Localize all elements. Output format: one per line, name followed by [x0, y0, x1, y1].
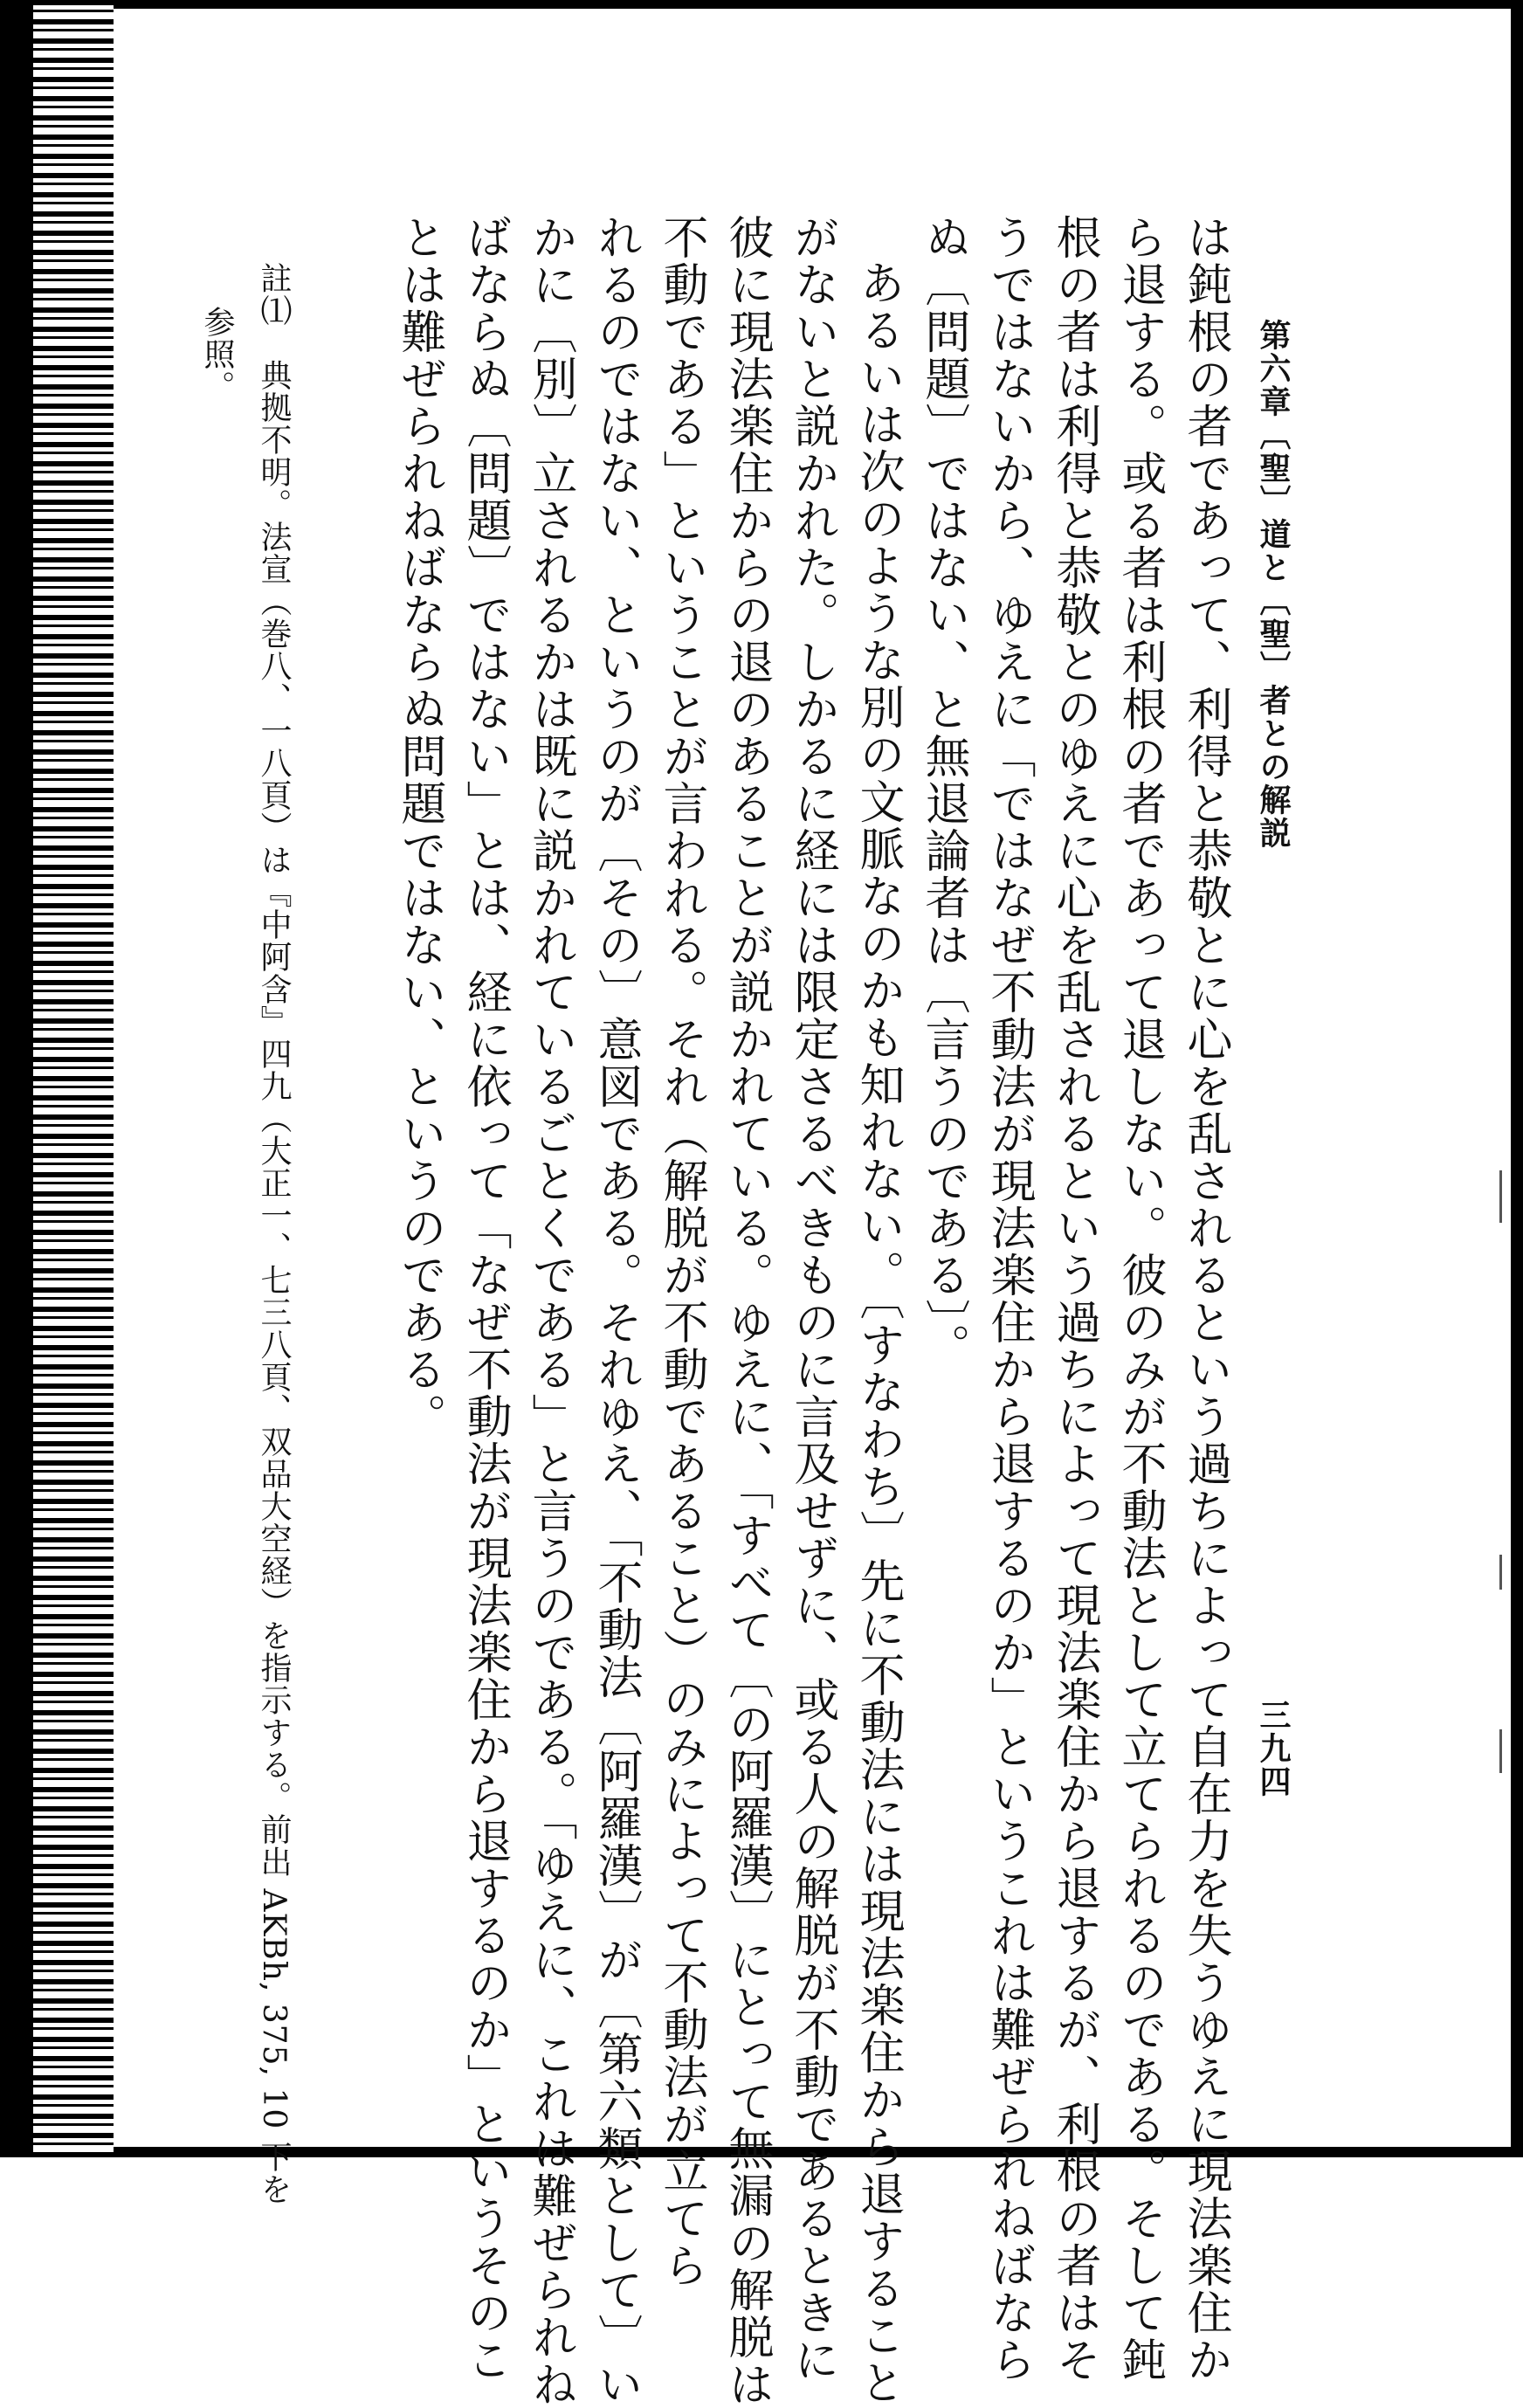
body-line: あるいは次のような別の文脈なのかも知れない。〔すなわち〕先に不動法には現法楽住から退すること	[851, 259, 904, 2406]
scan-speck	[1499, 1729, 1502, 1773]
body-line: うではないから、ゆえに「ではなぜ不動法が現法楽住から退するのか」というこれは難ぜられねばなら	[982, 214, 1035, 2384]
body-line: とは難ぜられねばならぬ問題ではない、というのである。	[393, 214, 445, 1440]
body-line: れるのではない、というのが〔その〕意図である。それゆえ、「不動法〔阿羅漢〕が〔第六類として〕い	[589, 214, 642, 2408]
body-line: 不動である」ということが言われる。それ（解脱が不動であること）のみによって不動法が立てら	[655, 214, 707, 2289]
running-header: 第六章〔聖〕道と〔聖〕者との解説	[1255, 319, 1292, 850]
scan-speck	[1499, 1170, 1502, 1223]
footnote-line: 参照。	[199, 306, 235, 403]
body-line: 彼に現法楽住からの退のあることが説かれている。ゆえに、「すべて〔の阿羅漢〕にとって無漏の解脱は	[720, 214, 773, 2408]
footnote-line: 註⑴ 典拠不明。法宣（巻八、一八頁）は『中阿含』四九（大正一、七三八頁、双品大空経）を指示する。前出 AKBh, 375, 10 下を	[256, 262, 292, 2205]
page-number: 三九四	[1255, 1699, 1292, 1798]
scan-binding-edge	[0, 0, 114, 2157]
scan-right-edge	[1511, 0, 1523, 2157]
body-line: かに〔別〕立されるかは既に説かれているごとくである」と言うのである。「ゆえに、これは難ぜられね	[524, 214, 576, 2408]
body-line: ら退する。或る者は利根の者であって退しない。彼のみが不動法として立てられるのである。そして鈍	[1113, 214, 1166, 2384]
scan-top-edge	[114, 0, 1523, 9]
body-line: は鈍根の者であって、利得と恭敬とに心を乱されるという過ちによって自在力を失うゆえに現法楽住か	[1179, 214, 1231, 2384]
scan-speck	[1499, 1555, 1502, 1590]
body-line: ぬ〔問題〕ではない、と無退論者は〔言うのである〕。	[917, 214, 969, 1370]
body-line: がないと説かれた。しかるに経には限定さるべきものに言及せずに、或る人の解脱が不動であるときに	[786, 214, 838, 2384]
body-line: ばならぬ〔問題〕ではない」とは、経に依って「なぜ不動法が現法楽住から退するのか」というそのこ	[458, 214, 511, 2384]
body-line: 根の者は利得と恭敬とのゆえに心を乱されるという過ちによって現法楽住から退するが、利根の者はそ	[1048, 214, 1100, 2384]
